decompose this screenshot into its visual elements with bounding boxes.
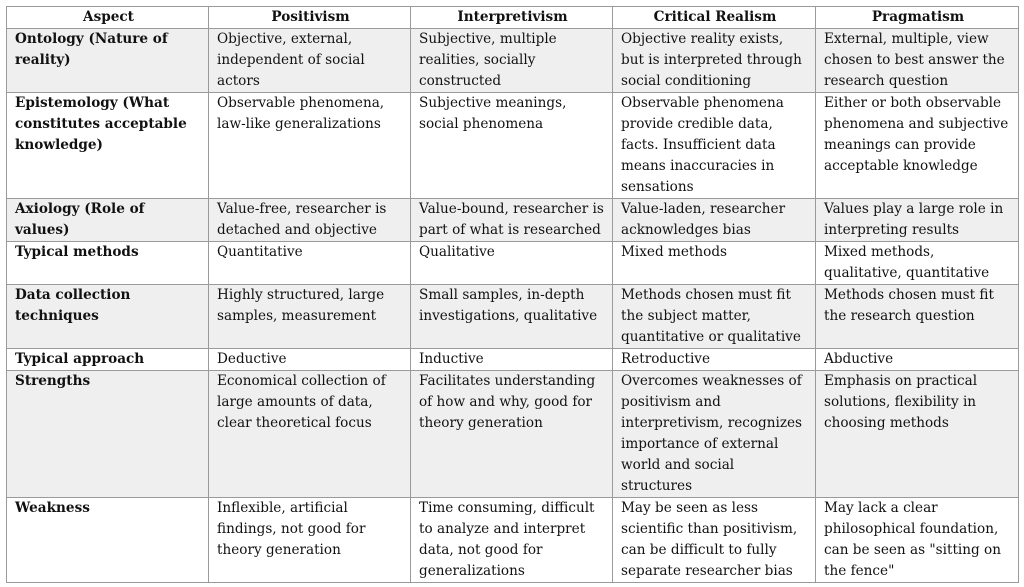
header-row bbox=[7, 7, 1019, 29]
row-aspect-weakness: Weakness bbox=[7, 498, 209, 583]
table-header bbox=[7, 7, 1019, 29]
row-aspect-data-collection: Data collection techniques bbox=[7, 285, 209, 349]
cell-interpretivism: Small samples, in-depth investigations, qualitative bbox=[411, 285, 613, 349]
cell-positivism: Deductive bbox=[209, 349, 411, 371]
cell-positivism: Objective, external, independent of social actors bbox=[209, 29, 411, 93]
row-aspect-strengths: Strengths bbox=[7, 371, 209, 498]
header-critical-realism: Critical Realism bbox=[613, 7, 816, 29]
cell-critical-realism: Value-laden, researcher acknowledges bias bbox=[613, 199, 816, 242]
cell-pragmatism: External, multiple, view chosen to best answer the research question bbox=[816, 29, 1019, 93]
table-row bbox=[7, 349, 1019, 371]
cell-interpretivism: Subjective meanings, social phenomena bbox=[411, 93, 613, 199]
cell-interpretivism: Inductive bbox=[411, 349, 613, 371]
cell-pragmatism: Abductive bbox=[816, 349, 1019, 371]
cell-positivism: Highly structured, large samples, measurement bbox=[209, 285, 411, 349]
header-positivism: Positivism bbox=[209, 7, 411, 29]
table-body bbox=[7, 29, 1019, 583]
cell-pragmatism: Either or both observable phenomena and subjective meanings can provide acceptable knowledge bbox=[816, 93, 1019, 199]
cell-interpretivism: Value-bound, researcher is part of what is researched bbox=[411, 199, 613, 242]
cell-pragmatism: Methods chosen must fit the research question bbox=[816, 285, 1019, 349]
header-interpretivism: Interpretivism bbox=[411, 7, 613, 29]
cell-interpretivism: Time consuming, difficult to analyze and interpret data, not good for generalizations bbox=[411, 498, 613, 583]
cell-pragmatism: Mixed methods, qualitative, quantitative bbox=[816, 242, 1019, 285]
philosophy-comparison-table bbox=[6, 6, 1019, 583]
cell-critical-realism: Observable phenomena provide credible data, facts. Insufficient data means inaccuracies in sensations bbox=[613, 93, 816, 199]
row-aspect-ontology: Ontology (Nature of reality) bbox=[7, 29, 209, 93]
header-pragmatism: Pragmatism bbox=[816, 7, 1019, 29]
table-row bbox=[7, 285, 1019, 349]
cell-positivism: Economical collection of large amounts of data, clear theoretical focus bbox=[209, 371, 411, 498]
cell-positivism: Observable phenomena, law-like generalizations bbox=[209, 93, 411, 199]
row-aspect-epistemology: Epistemology (What constitutes acceptable knowledge) bbox=[7, 93, 209, 199]
cell-interpretivism: Qualitative bbox=[411, 242, 613, 285]
cell-positivism: Value-free, researcher is detached and objective bbox=[209, 199, 411, 242]
table-row bbox=[7, 199, 1019, 242]
cell-pragmatism: Values play a large role in interpreting results bbox=[816, 199, 1019, 242]
table-row bbox=[7, 498, 1019, 583]
row-aspect-axiology: Axiology (Role of values) bbox=[7, 199, 209, 242]
cell-pragmatism: May lack a clear philosophical foundation, can be seen as "sitting on the fence" bbox=[816, 498, 1019, 583]
row-aspect-typical-methods: Typical methods bbox=[7, 242, 209, 285]
row-aspect-typical-approach: Typical approach bbox=[7, 349, 209, 371]
cell-critical-realism: Overcomes weaknesses of positivism and interpretivism, recognizes importance of external world and social structures bbox=[613, 371, 816, 498]
table-row bbox=[7, 242, 1019, 285]
cell-critical-realism: Retroductive bbox=[613, 349, 816, 371]
cell-positivism: Quantitative bbox=[209, 242, 411, 285]
header-aspect: Aspect bbox=[7, 7, 209, 29]
cell-interpretivism: Facilitates understanding of how and why, good for theory generation bbox=[411, 371, 613, 498]
cell-critical-realism: Methods chosen must fit the subject matter, quantitative or qualitative bbox=[613, 285, 816, 349]
cell-interpretivism: Subjective, multiple realities, socially constructed bbox=[411, 29, 613, 93]
cell-critical-realism: May be seen as less scientific than positivism, can be difficult to fully separate researcher bias bbox=[613, 498, 816, 583]
cell-positivism: Inflexible, artificial findings, not good for theory generation bbox=[209, 498, 411, 583]
table-row bbox=[7, 29, 1019, 93]
cell-critical-realism: Mixed methods bbox=[613, 242, 816, 285]
cell-critical-realism: Objective reality exists, but is interpreted through social conditioning bbox=[613, 29, 816, 93]
table-row bbox=[7, 371, 1019, 498]
table-row bbox=[7, 93, 1019, 199]
cell-pragmatism: Emphasis on practical solutions, flexibility in choosing methods bbox=[816, 371, 1019, 498]
